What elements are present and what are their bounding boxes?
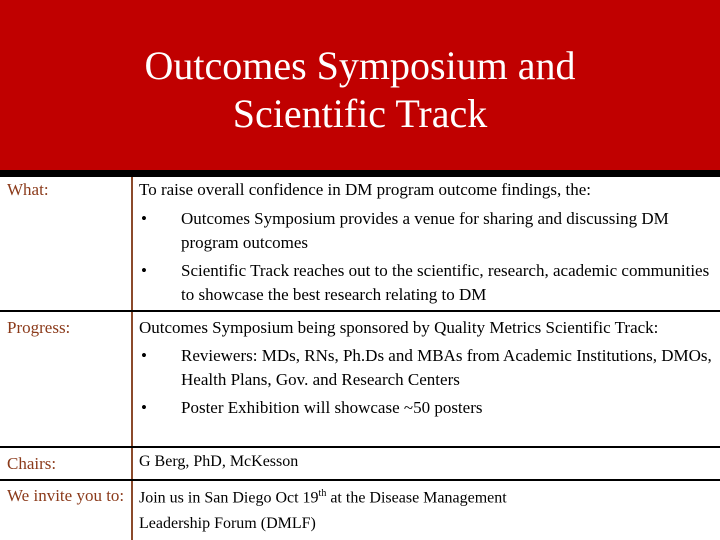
row-label-invite: We invite you to: <box>7 486 125 505</box>
title-banner <box>0 0 720 170</box>
bullet-text: Scientific Track reaches out to the scientific, research, academic communities to showcase the best research relating to DM <box>181 261 710 304</box>
intro-text: Outcomes Symposium being sponsored by Quality Metrics Scientific Track: <box>139 318 659 337</box>
row-content-chairs: G Berg, PhD, McKesson <box>139 453 299 470</box>
bullet-item <box>139 207 714 255</box>
ordinal-suffix: th <box>318 488 327 499</box>
column-divider <box>131 177 133 540</box>
bullet-text: Outcomes Symposium provides a venue for sharing and discussing DM program outcomes <box>181 209 669 252</box>
intro-text: To raise overall confidence in DM program outcome findings, the: <box>139 180 592 199</box>
row-content-invite <box>139 481 579 537</box>
title-line-2: Scientific Track <box>232 91 488 136</box>
bullet-icon: • <box>141 346 147 365</box>
row-label-what: What: <box>7 180 49 199</box>
slide-title <box>0 42 720 138</box>
invite-text-rest: at the Disease Management Leadership Forum (DMLF) <box>139 489 507 533</box>
row-divider <box>0 310 720 312</box>
header-divider <box>0 170 720 177</box>
row-divider <box>0 446 720 448</box>
bullet-icon: • <box>141 398 147 417</box>
bullet-item <box>139 396 714 420</box>
title-line-1: Outcomes Symposium and <box>144 43 576 88</box>
row-label-chairs: Chairs: <box>7 454 57 473</box>
bullet-icon: • <box>141 261 147 280</box>
invite-text: Join us in San Diego Oct 19 <box>139 489 319 507</box>
bullet-text: Reviewers: MDs, RNs, Ph.Ds and MBAs from Academic Institutions, DMOs, Health Plans, Gov. and Research Centers <box>181 346 712 389</box>
row-label-progress: Progress: <box>7 318 71 337</box>
bullet-icon: • <box>141 209 147 228</box>
bullet-item <box>139 259 714 307</box>
row-content-progress <box>139 316 714 420</box>
bullet-text: Poster Exhibition will showcase ~50 posters <box>181 398 483 417</box>
row-content-what <box>139 178 714 307</box>
bullet-item <box>139 344 714 392</box>
